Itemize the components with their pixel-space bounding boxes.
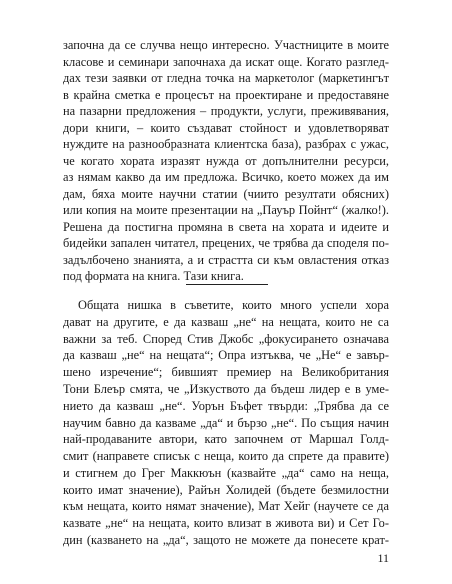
text-line: под формата на книга. Тази книга. (63, 269, 244, 283)
text-line: и стигнем до Грег Маккюън (казвайте „да“ само на неща, (63, 465, 389, 480)
text-line: казвате „не“ на нещата, които влизат в живота ви) и Сет Го- (63, 516, 389, 531)
text-line: в крайна сметка е процесът на проектиране и предоставяне (63, 87, 389, 102)
text-line: научим бавно да казваме „да“ и бързо „не“. По същия начин (63, 415, 389, 430)
text-line: нието да казваш „не“. Уорън Бъфет твърди: „Трябва да се (63, 398, 389, 413)
text-line: аз нямам какво да им предложа. Всичко, което можех да им (63, 170, 389, 184)
text-line: шено изречение“; бившият премиер на Великобритания (63, 365, 389, 380)
text-line: класове и семинари започнаха да искат още. Когато разглед- (63, 54, 389, 69)
text-line: дах тези заявки от гледна точка на маркетолог (маркетингът (63, 71, 389, 85)
text-line: започна да се случва нещо интересно. Участниците в моите (63, 38, 389, 52)
text-line: Общата нишка в съветите, които много успели хора (78, 298, 389, 312)
text-line: Решена да постигна промяна в света на хората и идеите и (63, 219, 389, 234)
text-line: дам, бяха моите научни статии (чиито резултати обясних) (63, 186, 389, 201)
text-line: смит (направете списък с неща, които да спрете да правите) (63, 449, 389, 464)
text-line: дори книги, – които създават стойност и удовлетворяват (63, 120, 389, 135)
text-line: задълбочено знанията, а и страстта си към овластения отказ (63, 252, 389, 267)
text-line: най-продаваните автори, като започнем от Маршал Голд- (63, 432, 389, 447)
text-line: нуждите на разнообразната клиентска база), разбрах с ужас, (63, 137, 389, 151)
page-number: 11 (377, 551, 389, 565)
text-line: важни за теб. Според Стив Джобс „фокусирането означава (63, 331, 389, 346)
text-line: или копия на моите презентации на „Пауър Пойнт“ (жалко!). (63, 203, 389, 217)
text-line: които имат значение), Райън Холидей (бъдете безмилостни (63, 482, 389, 497)
text-line: да казваш „не“ на нещата“; Опра изтъква, че „Не“ е завър- (63, 348, 389, 363)
text-line: че когато хората изразят нужда от допълнителни ресурси, (63, 153, 389, 168)
text-line: на пазарни предложения – продукти, услуги, преживявания, (63, 104, 389, 118)
text-line: дин (казването на „да“, защото не можете да понесете крат- (63, 533, 389, 547)
text-line: към нещата, които нямат значение), Мат Хейг (научете се да (63, 499, 389, 514)
text-line: бидейки запален читател, прецених, че трябва да споделя по- (63, 236, 389, 250)
text-line: дават на другите, е да казваш „не“ на нещата, които не са (63, 314, 389, 329)
text-line: Тони Блеър смята, че „Изкуството да бъдеш лидер е в уме- (63, 381, 389, 396)
